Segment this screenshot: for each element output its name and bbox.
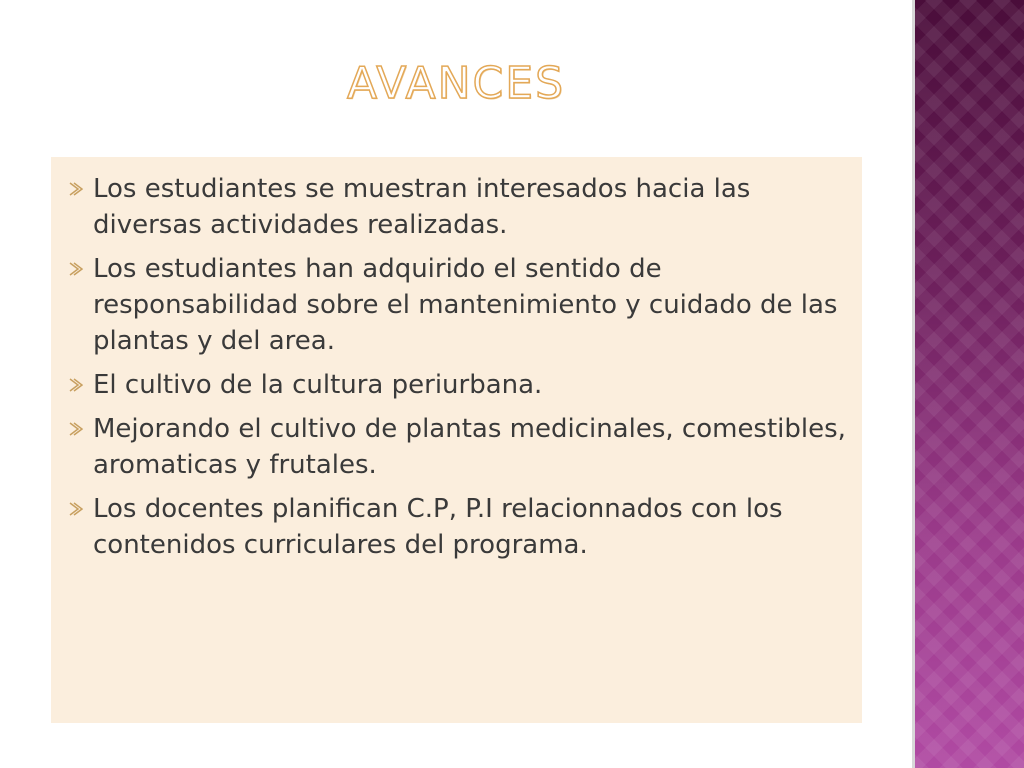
bullet-item-3 <box>63 367 848 403</box>
bullet-item-1 <box>63 171 848 243</box>
bullet-text: El cultivo de la cultura periurbana. <box>93 370 543 400</box>
bullet-text: Los estudiantes han adquirido el sentido de responsabilidad sobre el mantenimiento y cuidado de las plantas y del area. <box>93 254 838 356</box>
bullet-item-4 <box>63 411 848 483</box>
bullet-item-2 <box>63 251 848 359</box>
bullet-text: Mejorando el cultivo de plantas medicinales, comestibles, aromaticas y frutales. <box>93 414 846 480</box>
bullet-text: Los estudiantes se muestran interesados hacia las diversas actividades realizadas. <box>93 174 751 240</box>
bullet-list <box>63 171 848 563</box>
chevron-right-arrow-icon <box>67 171 89 207</box>
chevron-right-arrow-icon <box>67 251 89 287</box>
decorative-side-bar <box>912 0 1024 768</box>
side-bar-edge <box>912 0 915 768</box>
bullet-text: Los docentes planifican C.P, P.I relacionnados con los contenidos curriculares del programa. <box>93 494 783 560</box>
chevron-right-arrow-icon <box>67 411 89 447</box>
bullet-item-5 <box>63 491 848 563</box>
chevron-right-arrow-icon <box>67 491 89 527</box>
content-box <box>51 157 862 723</box>
slide-title: AVANCES <box>346 58 566 109</box>
chevron-right-arrow-icon <box>67 367 89 403</box>
